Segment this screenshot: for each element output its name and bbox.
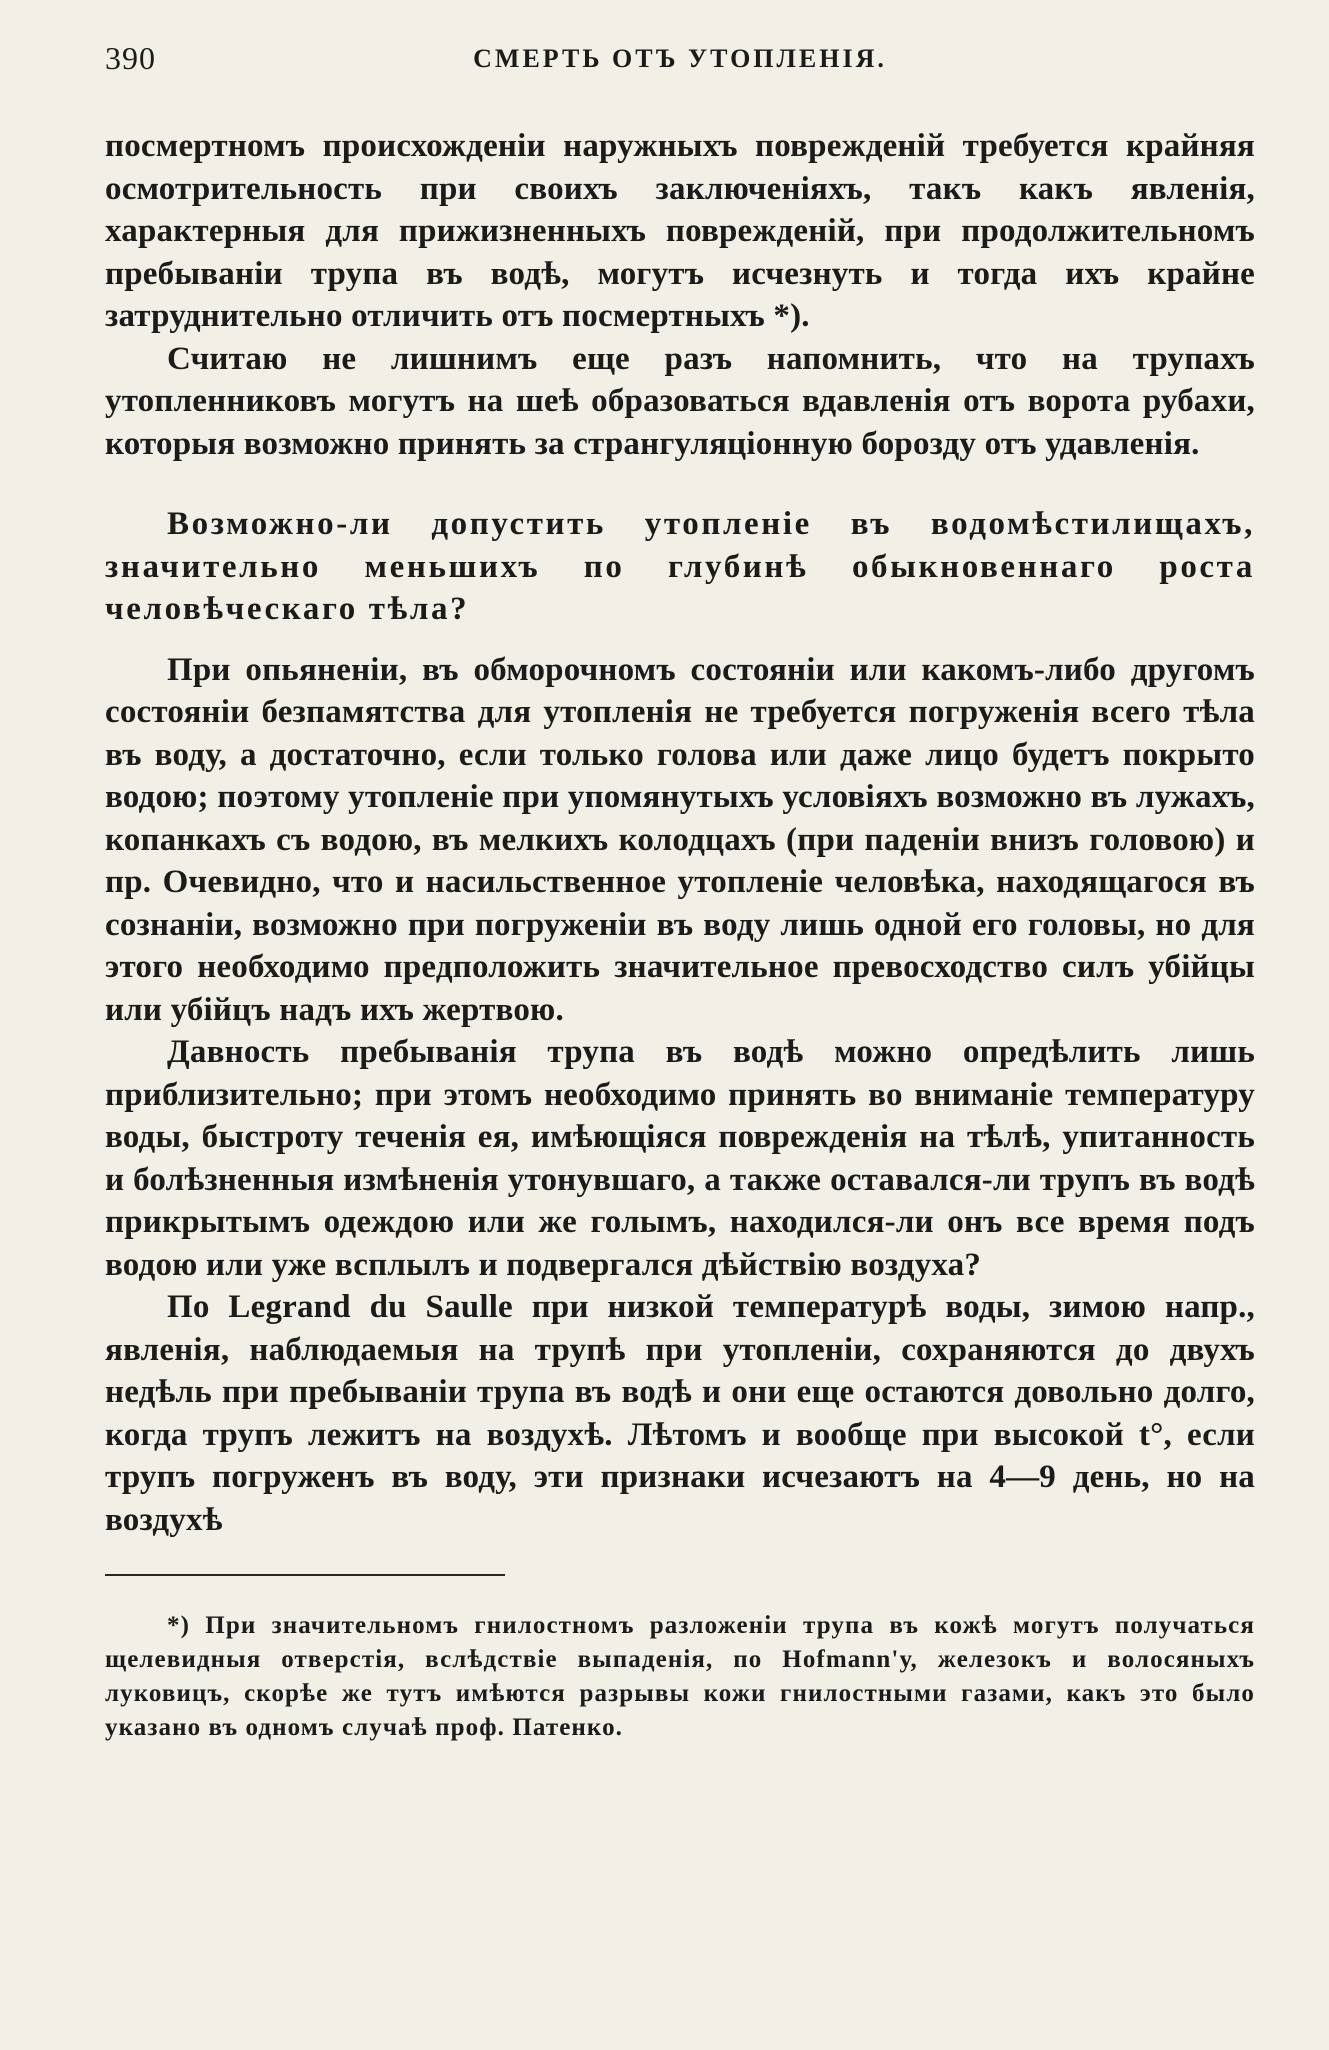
paragraph-continuation: посмертномъ происхожденіи наружныхъ поврежденій требуется крайняя осмотрительность при своихъ заключеніяхъ, такъ какъ явленія, характерныя для прижизненныхъ поврежденій, при продолжительномъ пребываніи трупа въ водѣ, могутъ исчезнуть и тогда ихъ крайне затруднительно отличить отъ посмертныхъ *). xyxy=(105,128,1255,334)
paragraph-legrand-du-saulle: По Legrand du Saulle при низкой температурѣ воды, зимою напр., явленія, наблюдаемыя на трупѣ при утопленіи, сохраняются до двухъ недѣль при пребываніи трупа въ водѣ и они еще остаются довольно долго, когда трупъ лежитъ на воздухѣ. Лѣтомъ и вообще при высокой t°, если трупъ погруженъ въ воду, эти признаки исчезаютъ на 4—9 день, но на воздухѣ xyxy=(105,1289,1255,1538)
page-number: 390 xyxy=(105,40,156,76)
book-page xyxy=(105,40,1255,1745)
paragraph-time-in-water: Давность пребыванія трупа въ водѣ можно опредѣлить лишь приблизительно; при этомъ необходимо принять во вниманіе температуру воды, быстроту теченія ея, имѣющіяся поврежденія на тѣлѣ, упитанность и болѣзненныя измѣненія утонувшаго, а также оставался-ли трупъ въ водѣ прикрытымъ одеждою или же голымъ, находился-ли онъ все время подъ водою или уже всплылъ и подвергался дѣйствію воздуха? xyxy=(105,1034,1255,1283)
running-title: СМЕРТЬ ОТЪ УТОПЛЕНІЯ. xyxy=(473,44,887,73)
page-header xyxy=(105,40,1255,90)
section-question-heading: Возможно-ли допустить утопленіе въ водомѣстилищахъ, значительно меньшихъ по глубинѣ обыкновеннаго роста человѣческаго тѣла? xyxy=(105,506,1255,627)
footnote-divider xyxy=(105,1574,505,1576)
paragraph-shallow-drowning: При опьяненіи, въ обморочномъ состояніи или какомъ-либо другомъ состояніи безпамятства для утопленія не требуется погруженія всего тѣла въ воду, а достаточно, если только голова или даже лицо будетъ покрыто водою; поэтому утопленіе при упомянутыхъ условіяхъ возможно въ лужахъ, копанкахъ съ водою, въ мелкихъ колодцахъ (при паденіи внизъ головою) и пр. Очевидно, что и насильственное утопленіе человѣка, находящагося въ сознаніи, возможно при погруженіи въ воду лишь одной его головы, но для этого необходимо предположить значительное превосходство силъ убійцы или убійцъ надъ ихъ жертвою. xyxy=(105,651,1255,1028)
paragraph-strangulation-note: Считаю не лишнимъ еще разъ напомнить, что на трупахъ утопленниковъ могутъ на шеѣ образоваться вдавленія отъ ворота рубахи, которыя возможно принять за странгуляціонную борозду отъ удавленія. xyxy=(105,340,1255,462)
footnote: *) При значительномъ гнилостномъ разложеніи трупа въ кожѣ могутъ получаться щелевидныя отверстія, вслѣдствіе выпаденія, по Hofmann'у, железокъ и волосяныхъ луковицъ, скорѣе же тутъ имѣются разрывы кожи гнилостными газами, какъ это было указано въ одномъ случаѣ проф. Патенко. xyxy=(105,1612,1255,1741)
